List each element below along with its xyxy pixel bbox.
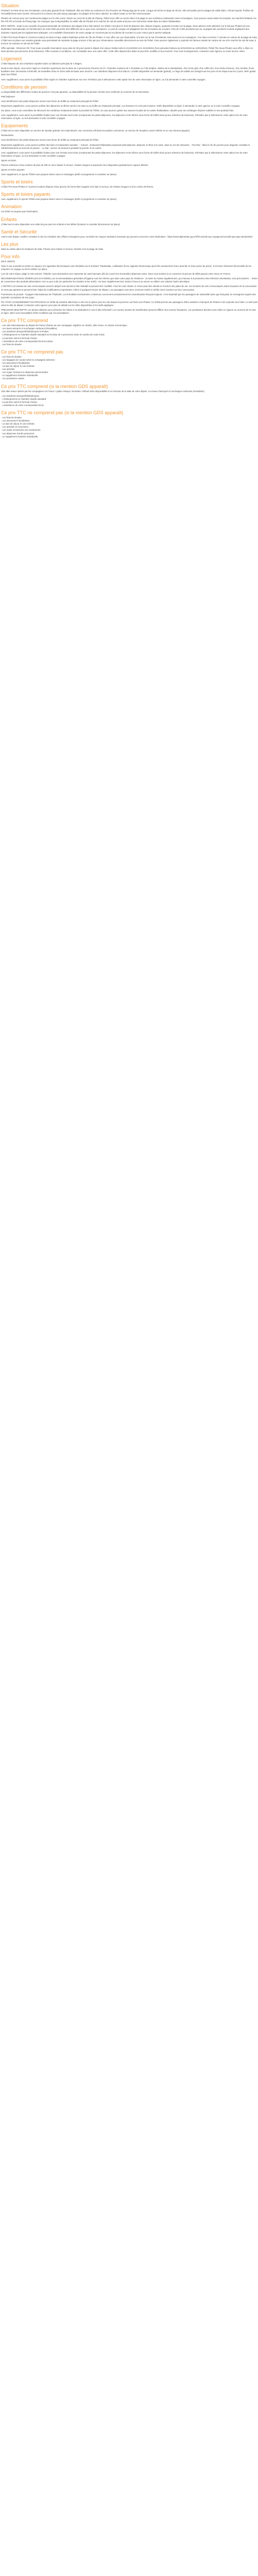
subheading-text: Sports et loisirs xyxy=(1,159,17,162)
list-item: - Les activités. xyxy=(1,368,15,371)
section-enfants xyxy=(0,217,258,226)
section-conditions xyxy=(0,84,258,121)
section-heading: Enfants xyxy=(1,216,17,222)
list-item: - Les assurances facultatives. xyxy=(1,419,30,422)
section-animation xyxy=(0,204,258,213)
list-item: - Les repas, boissons et dépenses personnelles. xyxy=(1,371,49,374)
list-item: - Les taxes aéroport et surcharges carburant (révisables). xyxy=(1,327,58,330)
section-heading: Pour info xyxy=(1,253,20,259)
subheading-text: Sports et loisirs payants xyxy=(1,168,25,172)
list-item: - Les activités et excursions. xyxy=(1,426,29,429)
section-prix-ne-comprend xyxy=(0,349,258,381)
section-sports-payants xyxy=(0,192,258,201)
paragraph: Offre spéciale : Réservez tôt ! Pour toute nouvelle réservation reçue plus de 30 jours avant le départ d'un séjour réalisé entre le 01/12/2023 et le 31/10/2024 (hors périodes festives du 20/12/2023 au 10/01/2024), l'hôtel The Nova Phuket vous offre 1 dîner en demi-pension par personne (hors boissons). Offre soumise à conditions, non cumulable avec une autre offre. Cette offre dépend des dates et peut être modifiée à tout moment. Pour tout renseignement, contactez votre agence ou notre service client. xyxy=(1,46,254,53)
list-item: - L'assistance de notre correspondant local sur place. xyxy=(1,340,54,343)
paragraph: L'hôtel The Nova Phuket 4* (normes locales) dispose d'une piscine de forme libre équipée d'un bain à remous, de chaises longues et d'un centre de fitness. xyxy=(1,185,154,189)
section-heading: Sports et loisirs payants xyxy=(1,192,51,197)
paragraph: PRÉCISION DESCRIPTIF Les photos utilisées pour présenter les hôtels et la destination le sont à titre informatif. Les normes locales de classification peuvent différer des normes françaises. Les prestations décrites sont celles en vigueur au moment de la mise en ligne. Elles sont susceptibles d'être modifiées par nos prestataires. xyxy=(1,308,257,315)
paragraph: Avec supplément, vous aurez la possibilité d'opter pour une formule tout inclus (comprenant les petits-déjeuners, les déjeuners et les dîners sous forme de buffet ainsi qu'une sélection de boissons). N'hésitez pas à sélectionner cette option lors de votre réservation en ligne, ou à la demander à votre conseiller voyages. xyxy=(1,151,249,157)
bullet-list xyxy=(1,395,258,407)
list-item: - La taxe de séjour le cas échéant. xyxy=(1,422,35,426)
section-equipements xyxy=(0,123,258,176)
section-prix-comprend xyxy=(0,318,258,346)
list-item: - Les bagages (en soute) selon la compagnie aérienne. xyxy=(1,358,56,361)
paragraph: Moyennant supplément, vous pourrez profiter des bars et restaurants suivants : - Sunset : restaurant thaïlandais proposant petit-déjeuner, déjeuner et dîner à la carte, situé au rez-de-chaussée. - Pool bar : idéal en fin de journée pour déguster cocktails et rafraîchissements au bord de la piscine. - Le Bar : service de boissons pendant la journée et en soirée. xyxy=(1,143,251,149)
section-sante xyxy=(0,229,258,239)
paragraph: Piscine extérieure d'une surface de plus de 300 m² avec bassin à remous, chaises longues et parasols mis à disposition gratuitement, espace détente. xyxy=(1,164,149,166)
section-heading: Logement xyxy=(1,56,22,62)
section-heading: Ce prix TTC comprend (si la mention GDS apparaît) xyxy=(1,383,108,389)
bullet-list xyxy=(1,416,258,438)
paragraph: Suite à une nouvelle loi entrée en vigueur, les cigarettes électroniques sont interdites sur le territoire Thaïlandais. L'utilisation d'une cigarette électronique peut être sanctionnée d'une amende et d'une peine de prison. Il est donc fortement déconseillé de les emporter en voyage ou de les utiliser sur place. xyxy=(1,264,252,271)
paragraph: Situé au calme dans les hauteurs de Kata. Piscine avec bassin à remous. Navette vers la plage de Kata. xyxy=(1,247,104,250)
section-heading: Situation xyxy=(1,3,20,8)
paragraph: La disponibilité des différentes modes de pension n'est pas garantie. La disponibilité de la pension choisie sera confirmée au moment de la réservation. xyxy=(1,90,150,93)
subheading-text: Restauration xyxy=(1,134,14,137)
paragraph: INFO VERITÉ : Suite à une nouvelle loi gouvernementale de restriction des plages à leur état naturel, les hôtels n'ont plus le droit de disposer des chaises longues, parasols et tentes sur la plage. Nous attirons votre attention sur le fait que Phuket est une destination internationale où l'architecture de votre hôtel peut être très différente de ce que vous connaissez. Le port du casque est obligatoire lors de la location de scooters. Plus de 3 000 accidents par an, la plupart des accidents mortels impliquent des touristes n'ayant pas les équipements adéquats. Les modalités d'assurance de votre voyage ne couvrent pas les accidents de scooters si vous n'avez pas le permis adéquat. xyxy=(1,25,251,34)
section-heading: Animation xyxy=(1,204,22,210)
paragraph: Vous bénéficierez des petits-déjeuners servis sous forme de buffet au restaurant principal de l'hôtel. xyxy=(1,99,99,103)
section-prix-ne-comprend-approche xyxy=(0,410,258,438)
paragraph: Moyennant supplément, vous pourrez profiter des déjeuners et dîners servis à la carte ou au buffet au restaurant principal. Les boissons ne sont pas incluses. Tarifs disponibles en ligne, à demander à votre agence ou à votre conseiller voyages. xyxy=(1,104,240,107)
list-item: - La taxe de séjour le cas échéant. xyxy=(1,365,35,368)
list-item: - L'hébergement en chambre double standard sur la base de 2 personnes selon le nombre de nuits choisi. xyxy=(1,333,105,336)
bullet-list xyxy=(1,324,258,346)
list-item: - Les frais de dossier. xyxy=(1,343,22,346)
list-item: - Les transferts aéroport/hôtel/aéroport. xyxy=(1,394,40,397)
list-item: - La pension selon la formule choisie. xyxy=(1,400,38,403)
list-item: - Le supplément chambre individuelle. xyxy=(1,374,39,377)
list-item: - Le supplément chambre individuelle. xyxy=(1,435,39,438)
list-item: - Les vols internationaux au départ de France (Paris) via une compagnie régulière ou charter, aller-retour, en classe économique. xyxy=(1,324,128,327)
paragraph: Sur place, nous vous conseillons de découvrir les nombreux restaurants situés à proximité de l'hôtel, où vous pourrez goûter aux saveurs locales de la cuisine thaïlandaise, réputée pour ses mélanges d'épices subtiles et ses produits frais. xyxy=(1,109,234,112)
list-item: - Les dépenses d'ordre personnel. xyxy=(1,432,35,435)
section-heading: Sports et loisirs xyxy=(1,179,33,185)
list-item: - Les frais de dossier. xyxy=(1,355,22,358)
paragraph: Fournisseur du produit : Voyages Internationaux de Thaïlande. Les formalités mentionnées ci-dessous concernent exclusivement les ressortissants français majeurs. Il est impératif que les passagers de nationalité autre que française se renseignent auprès des autorités consulaires de leur pays. xyxy=(1,293,257,299)
list-item: - La pension selon la formule choisie. xyxy=(1,336,38,340)
paragraph: Avec supplément, vous aurez la possibilité d'être logés en chambre supérieure vue mer. N'hésitez pas à sélectionner cette option lors de votre réservation en ligne, ou à la demander à votre conseiller voyages. xyxy=(1,78,206,81)
section-situation xyxy=(0,3,258,53)
section-heading: Ce prix TTC ne comprend pas (si la mention GDS apparaît) xyxy=(1,410,123,416)
paragraph: Durant votre séjour, vous serez logés en chambre supérieure (sur la base de 2 personnes) d'environ 32 m². Chambre moderne de 1 lit double ou 2 lits simples, dotées de la climatisation, d'un écran plat, d'un coffre-fort, d'un sèche-cheveux, d'un minibar, d'une bouilloire avec nécessaire à thé/café, de bouteilles d'eau et d'une salle de bains avec douche. Les chambres disposent d'un balcon. Lit bébé disponible sur demande (gratuit). Le linge de toilette est changé tous les jours et les draps tous les 3 jours. WIFI gratuit dans tout l'hôtel. xyxy=(1,67,256,76)
section-heading: Conditions de pension xyxy=(1,84,47,90)
section-heading: Santé et Sécurité xyxy=(1,229,37,234)
section-heading: Ce prix TTC ne comprend pas xyxy=(1,349,63,354)
paragraph: Vous bénéficierez des petits-déjeuners servis sous forme de buffet au restaurant principal de l'hôtel. xyxy=(1,139,99,142)
section-logement xyxy=(0,56,258,81)
paragraph: Avec supplément, vous aurez la possibilité d'opter pour une formule tout inclus (comprenant les petits-déjeuners, les déjeuners et les dîners sous forme de buffet ainsi qu'une sélection de boissons). N'hésitez pas à sélectionner cette option lors de votre réservation en ligne, ou à la demander à votre conseiller voyages. xyxy=(1,114,249,120)
paragraph: PIC POST-ACHEMINEMENT EN PROVINCE Un forfait de transfert aller/retour a été mis en place pour les vols depuis la province via Paris vers Phuket. Ce forfait permet aux passagers d'être assistés à l'aéroport de Phuket et de rejoindre leur hôtel. Le tarif varie selon la ville de départ. Contactez votre agence pour plus de détails sur les villes disponibles et les tarifs appliqués. xyxy=(1,300,258,307)
paragraph: Phuket est connue pour ses nombreuses plages sur la côte ouest. Située au cœur de la ville de Patong, l'hôtel vous offre un accès direct à la plage et aux nombreux restaurants, bars et boutiques. Vous pourrez aussi visiter les temples, les marchés flottants, les îles Phi Phi et la baie de Phang Nga. Ne manquez pas le Big Buddha, la vieille ville de Phuket et le marché de nuit du week-end pour une immersion totale dans la culture thaïlandaise. xyxy=(1,17,257,23)
section-aspl xyxy=(0,242,258,251)
list-item: - L'assistance de notre correspondant local. xyxy=(1,403,44,406)
bullet-list xyxy=(1,355,258,381)
paragraph: A NOTER Les horaires de vols communiqués avant le départ sont donnés à titre indicatif et peuvent être modifiés. Pour les vols charter, le retour peut être décalé en fonction des plans de vol. Les horaires de vols communiqués avant réception de la convocation ne sont pas garantis et peuvent faire l'objet de modifications importantes, même à quelques heures du départ. Les passagers sont donc vivement invités à vérifier leurs horaires sur leur convocation. xyxy=(1,285,257,291)
paragraph: Avant votre départ, veuillez consulter le site du ministère des Affaires étrangères pour connaître les risques sanitaires éventuels qui peuvent concerner votre destination : https://www.diplomatie.gouv.fr/fr/conseils-aux-voyageurs/conseils-par-pays-destination/ xyxy=(1,235,253,238)
list-item: - Les assurances facultatives. xyxy=(1,362,30,364)
list-item: - Les frais de dossier. xyxy=(1,416,22,419)
paragraph: Lors de votre séjour, plage à votre arrivée, l'hôtelier vous demandera une empreinte de carte bancaire afin de couvrir les éventuelles dépenses extra. Nous vous invitons à en conserver la preuve de débit jusqu'à votre retour en France. xyxy=(1,273,231,276)
paragraph: PHUKET, la Perle de la mer d'Andaman, est la plus grande île de Thaïlande. Elle est reliée au continent et à la Province de Phang Nga par la route. Longue de 50 km et large de 20 km, elle est bordée par les plages de sable blanc. Climat tropical. Profitez de l'ensoleillement toute l'année. Découvrez-la à travers les plus beaux paysages, les plages et les sites naturels, la culture locale ou les îles environnantes. xyxy=(1,9,254,15)
list-item: - Les transferts aéroport/hôtel/aéroport à Phuket. xyxy=(1,330,49,333)
paragraph: Vols aller-retour opérés par les compagnies Air France / Qatar Airways / Emirates / Etihad selon disponibilité et en fonction de la date de votre départ. Les taxes d'aéroport et surcharges carburant (révisables). xyxy=(1,389,205,393)
paragraph: L'hôtel dispose de 104 chambres réparties dans un bâtiment principal de 4 étages. xyxy=(1,62,83,65)
subheading-text: Petit Déjeuner xyxy=(1,95,15,98)
paragraph: Cet hôtel ne propose pas d'animation. xyxy=(1,210,39,213)
paragraph: Avec supplément, le spa de l'hôtel vous propose divers soins et massages (tarifs et programme à consulter sur place). xyxy=(1,173,117,176)
section-heading: Ce prix TTC comprend xyxy=(1,318,48,324)
section-heading: Les plus xyxy=(1,241,19,247)
paragraph: L'hôtel The Nova Phuket 4* (normes locales) est situé à Kata, station balnéaire prisée de l'île de Phuket. Il vous offre une vue imprenable, à la fois sur la mer d'Andaman mais aussi sur les montagnes. Il se situe à environ 7 minutes en voiture de la plage de Kata. L'hôtel met en place une navette gratuite vous permettant de rejoindre la plage environ 3 fois par jour. Réservation conseillée directement au sein de l'hôtel. Vous pourrez également y rejoindre les fameux stands de cuisine de rue et le marché de nuit de Kata, à environ 10 minutes en tuk tuk de l'hôtel. xyxy=(1,36,257,45)
paragraph: L'hôtel met à votre disposition une salle de jeux pour les enfants et les bébés (horaires à consulter directement sur place). xyxy=(1,223,121,226)
section-pour-info xyxy=(0,254,258,315)
section-heading: Equipements xyxy=(1,123,28,129)
list-item: - L'hébergement en chambre double standard. xyxy=(1,397,47,400)
paragraph: RECOMMANDATIONS GÉNÉRALES D'HYGIÈNE Les recommandations générales d'hygiène sont les mêmes que dans votre pays de résidence : se laver les mains régulièrement, qui s'assure à la protection des infections intestinales, sont préconisées : - Éviter de consommer des produits alimentaires crus ou peu cuits (en particulier les viandes et les œufs) - Se laver régulièrement les mains à l'eau et au savon ou utiliser une solution hydro-alcoolique. xyxy=(1,277,258,283)
list-item: - Les pourboires usuels. xyxy=(1,377,25,380)
section-prix-comprend-approche xyxy=(0,384,258,407)
paragraph: L'hôtel met à votre disposition un service de navette gratuite vers Kata Beach, une connexion wifi dans les parties communes, un service de réception ouvert 24h/24 et un coin Internet (payant). xyxy=(1,129,190,132)
section-sports xyxy=(0,179,258,189)
list-item: - Les repas et boissons non mentionnés. xyxy=(1,429,41,432)
paragraph: INFO VERITÉ xyxy=(1,260,15,263)
page xyxy=(0,3,258,442)
paragraph: Avec supplément, le spa de l'hôtel vous propose divers soins et massages (tarifs et programme à consulter sur place). xyxy=(1,198,117,201)
